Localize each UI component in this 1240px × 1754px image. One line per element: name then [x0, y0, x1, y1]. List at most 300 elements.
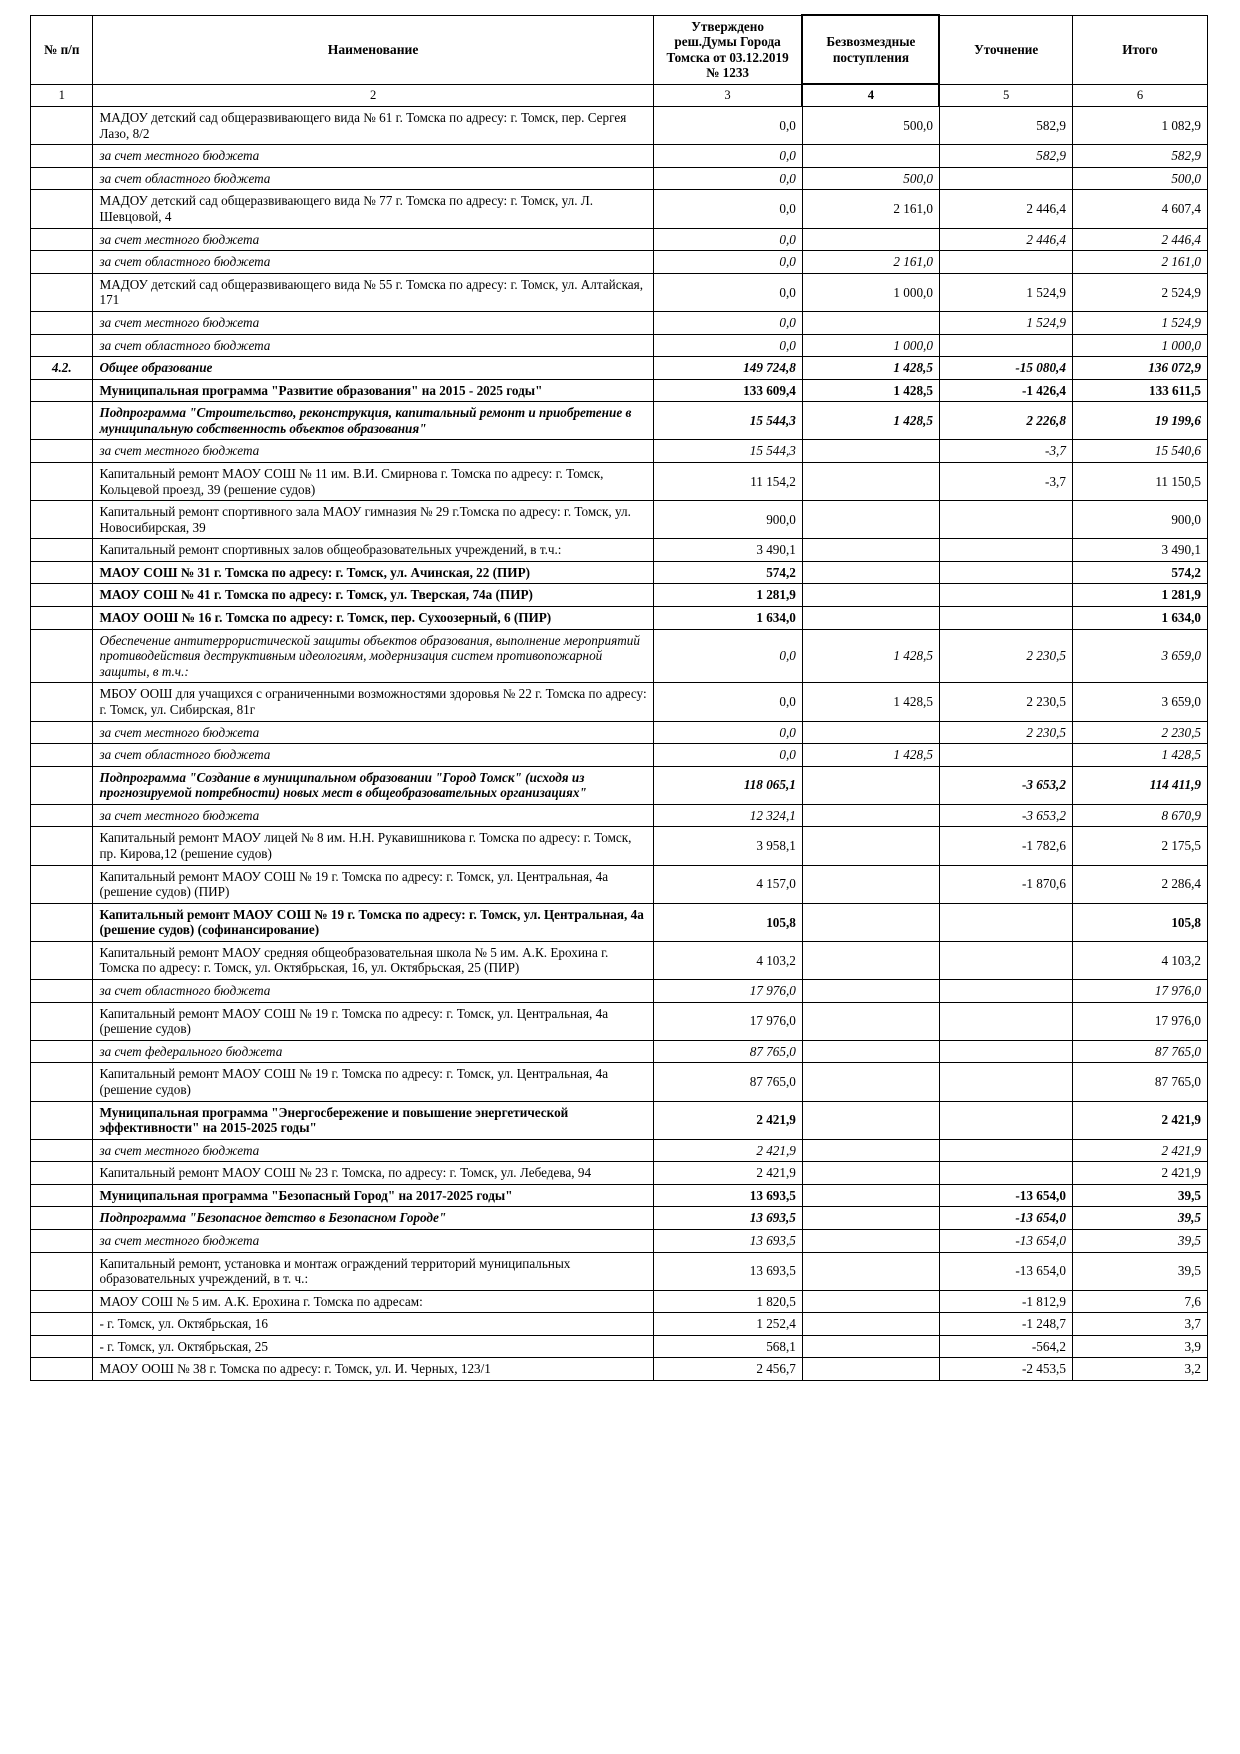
row-index [31, 941, 93, 979]
row-name: за счет местного бюджета [93, 1229, 653, 1252]
row-name: Обеспечение антитеррористической защиты объектов образования, выполнение мероприятий противодействия деструктивным идеологиям, модернизация систем противопожарной защиты, в т.ч.: [93, 629, 653, 683]
row-refinement [939, 744, 1072, 767]
row-index [31, 827, 93, 865]
row-name: Муниципальная программа "Развитие образования" на 2015 - 2025 годы" [93, 379, 653, 402]
header-free-receipts: Безвозмездные поступления [802, 15, 939, 84]
header-row [31, 15, 1208, 84]
row-refinement [939, 561, 1072, 584]
table-row [31, 463, 1208, 501]
row-total: 11 150,5 [1072, 463, 1207, 501]
table-row [31, 683, 1208, 721]
row-refinement [939, 941, 1072, 979]
table-row [31, 402, 1208, 440]
row-name: Капитальный ремонт МАОУ лицей № 8 им. Н.Н. Рукавишникова г. Томска по адресу: г. Томск, пр. Кирова,12 (решение судов) [93, 827, 653, 865]
row-approved: 3 958,1 [653, 827, 802, 865]
row-refinement: 2 446,4 [939, 228, 1072, 251]
colnum-6: 6 [1072, 84, 1207, 106]
row-index [31, 1063, 93, 1101]
row-name: Муниципальная программа "Энергосбережение и повышение энергетической эффективности" на 2015-2025 годы" [93, 1101, 653, 1139]
row-name: МАДОУ детский сад общеразвивающего вида № 55 г. Томска по адресу: г. Томск, ул. Алтайская, 171 [93, 273, 653, 311]
row-approved: 15 544,3 [653, 440, 802, 463]
table-row [31, 804, 1208, 827]
row-index [31, 228, 93, 251]
row-name: Подпрограмма "Создание в муниципальном образовании "Город Томск" (исходя из прогнозируемой потребности) новых мест в общеобразовательных организациях" [93, 766, 653, 804]
table-row [31, 190, 1208, 228]
row-approved: 0,0 [653, 167, 802, 190]
header-approved: Утверждено реш.Думы Города Томска от 03.12.2019 № 1233 [653, 15, 802, 84]
table-row [31, 501, 1208, 539]
row-total: 2 161,0 [1072, 251, 1207, 274]
row-refinement: -564,2 [939, 1335, 1072, 1358]
row-name: Капитальный ремонт МАОУ СОШ № 23 г. Томска, по адресу: г. Томск, ул. Лебедева, 94 [93, 1162, 653, 1185]
table-row [31, 1101, 1208, 1139]
row-free-receipts: 500,0 [802, 167, 939, 190]
row-name: Подпрограмма "Безопасное детство в Безопасном Городе" [93, 1207, 653, 1230]
row-total: 8 670,9 [1072, 804, 1207, 827]
row-index [31, 721, 93, 744]
row-free-receipts: 1 428,5 [802, 629, 939, 683]
row-index [31, 607, 93, 630]
row-total: 2 230,5 [1072, 721, 1207, 744]
row-approved: 118 065,1 [653, 766, 802, 804]
row-approved: 0,0 [653, 251, 802, 274]
row-approved: 3 490,1 [653, 539, 802, 562]
row-name: за счет местного бюджета [93, 228, 653, 251]
row-refinement [939, 1063, 1072, 1101]
row-approved: 1 281,9 [653, 584, 802, 607]
table-row [31, 1313, 1208, 1336]
row-approved: 133 609,4 [653, 379, 802, 402]
row-approved: 1 634,0 [653, 607, 802, 630]
row-total: 15 540,6 [1072, 440, 1207, 463]
row-refinement: -2 453,5 [939, 1358, 1072, 1381]
row-free-receipts [802, 721, 939, 744]
table-row [31, 167, 1208, 190]
row-free-receipts [802, 440, 939, 463]
row-index [31, 501, 93, 539]
row-refinement: 582,9 [939, 145, 1072, 168]
table-row [31, 440, 1208, 463]
row-approved: 2 421,9 [653, 1162, 802, 1185]
row-refinement: -1 248,7 [939, 1313, 1072, 1336]
row-refinement [939, 903, 1072, 941]
row-refinement: -13 654,0 [939, 1229, 1072, 1252]
row-name: за счет областного бюджета [93, 167, 653, 190]
table-row [31, 744, 1208, 767]
row-total: 2 421,9 [1072, 1101, 1207, 1139]
row-index [31, 334, 93, 357]
row-total: 133 611,5 [1072, 379, 1207, 402]
row-name: Капитальный ремонт спортивных залов общеобразовательных учреждений, в т.ч.: [93, 539, 653, 562]
row-index [31, 145, 93, 168]
row-refinement [939, 584, 1072, 607]
table-row [31, 379, 1208, 402]
table-row [31, 1335, 1208, 1358]
row-refinement: -1 870,6 [939, 865, 1072, 903]
row-free-receipts [802, 804, 939, 827]
row-total: 1 524,9 [1072, 311, 1207, 334]
row-approved: 0,0 [653, 744, 802, 767]
table-row [31, 273, 1208, 311]
row-free-receipts [802, 145, 939, 168]
row-name: Общее образование [93, 357, 653, 380]
row-approved: 87 765,0 [653, 1063, 802, 1101]
table-row [31, 1002, 1208, 1040]
row-refinement [939, 1139, 1072, 1162]
row-refinement: 2 446,4 [939, 190, 1072, 228]
colnum-1: 1 [31, 84, 93, 106]
row-index [31, 1184, 93, 1207]
row-name: Капитальный ремонт спортивного зала МАОУ гимназия № 29 г.Томска по адресу: г. Томск, ул. Новосибирская, 39 [93, 501, 653, 539]
row-index: 4.2. [31, 357, 93, 380]
row-name: Капитальный ремонт МАОУ СОШ № 19 г. Томска по адресу: г. Томск, ул. Центральная, 4а (решение судов) (софинансирование) [93, 903, 653, 941]
header-index: № п/п [31, 15, 93, 84]
row-approved: 0,0 [653, 311, 802, 334]
row-approved: 0,0 [653, 107, 802, 145]
row-approved: 0,0 [653, 190, 802, 228]
row-refinement: -1 426,4 [939, 379, 1072, 402]
row-approved: 13 693,5 [653, 1207, 802, 1230]
table-row [31, 980, 1208, 1003]
row-approved: 87 765,0 [653, 1040, 802, 1063]
row-approved: 12 324,1 [653, 804, 802, 827]
row-refinement: 2 230,5 [939, 629, 1072, 683]
row-free-receipts [802, 584, 939, 607]
row-total: 582,9 [1072, 145, 1207, 168]
row-total: 17 976,0 [1072, 980, 1207, 1003]
row-free-receipts [802, 766, 939, 804]
row-total: 2 421,9 [1072, 1162, 1207, 1185]
table-row [31, 1252, 1208, 1290]
row-total: 2 286,4 [1072, 865, 1207, 903]
row-name: МАДОУ детский сад общеразвивающего вида № 61 г. Томска по адресу: г. Томск, пер. Сергея Лазо, 8/2 [93, 107, 653, 145]
table-row [31, 865, 1208, 903]
row-refinement: 2 230,5 [939, 683, 1072, 721]
row-total: 39,5 [1072, 1207, 1207, 1230]
row-index [31, 903, 93, 941]
row-index [31, 167, 93, 190]
row-name: Капитальный ремонт МАОУ СОШ № 19 г. Томска по адресу: г. Томск, ул. Центральная, 4а (решение судов) (ПИР) [93, 865, 653, 903]
row-total: 1 428,5 [1072, 744, 1207, 767]
row-approved: 13 693,5 [653, 1184, 802, 1207]
row-free-receipts [802, 941, 939, 979]
row-total: 3 659,0 [1072, 683, 1207, 721]
row-free-receipts [802, 1063, 939, 1101]
row-free-receipts [802, 1290, 939, 1313]
row-index [31, 463, 93, 501]
row-total: 136 072,9 [1072, 357, 1207, 380]
row-free-receipts [802, 561, 939, 584]
row-index [31, 1040, 93, 1063]
row-index [31, 107, 93, 145]
table-row [31, 607, 1208, 630]
row-free-receipts [802, 1101, 939, 1139]
row-name: МАОУ ООШ № 16 г. Томска по адресу: г. Томск, пер. Сухоозерный, 6 (ПИР) [93, 607, 653, 630]
row-free-receipts [802, 1139, 939, 1162]
row-approved: 2 421,9 [653, 1101, 802, 1139]
row-name: за счет федерального бюджета [93, 1040, 653, 1063]
table-row [31, 941, 1208, 979]
row-index [31, 1358, 93, 1381]
table-row [31, 1184, 1208, 1207]
row-refinement [939, 980, 1072, 1003]
colnum-4: 4 [802, 84, 939, 106]
row-total: 2 446,4 [1072, 228, 1207, 251]
row-approved: 0,0 [653, 273, 802, 311]
row-index [31, 629, 93, 683]
row-name: МАОУ СОШ № 41 г. Томска по адресу: г. Томск, ул. Тверская, 74а (ПИР) [93, 584, 653, 607]
table-row [31, 561, 1208, 584]
row-total: 2 175,5 [1072, 827, 1207, 865]
row-approved: 11 154,2 [653, 463, 802, 501]
row-total: 19 199,6 [1072, 402, 1207, 440]
row-total: 574,2 [1072, 561, 1207, 584]
row-total: 1 281,9 [1072, 584, 1207, 607]
row-free-receipts: 1 000,0 [802, 273, 939, 311]
row-refinement: -15 080,4 [939, 357, 1072, 380]
row-index [31, 584, 93, 607]
row-index [31, 1139, 93, 1162]
row-total: 87 765,0 [1072, 1063, 1207, 1101]
table-header [31, 15, 1208, 107]
table-row [31, 584, 1208, 607]
row-total: 900,0 [1072, 501, 1207, 539]
colnum-3: 3 [653, 84, 802, 106]
row-total: 500,0 [1072, 167, 1207, 190]
row-name: за счет местного бюджета [93, 440, 653, 463]
row-approved: 900,0 [653, 501, 802, 539]
row-index [31, 683, 93, 721]
row-free-receipts [802, 1184, 939, 1207]
table-row [31, 311, 1208, 334]
row-free-receipts [802, 539, 939, 562]
row-free-receipts: 2 161,0 [802, 251, 939, 274]
row-free-receipts: 1 428,5 [802, 402, 939, 440]
table-row [31, 1139, 1208, 1162]
row-approved: 105,8 [653, 903, 802, 941]
row-name: Капитальный ремонт МАОУ СОШ № 19 г. Томска по адресу: г. Томск, ул. Центральная, 4а (решение судов) [93, 1063, 653, 1101]
row-index [31, 311, 93, 334]
row-approved: 0,0 [653, 683, 802, 721]
row-index [31, 1290, 93, 1313]
row-name: за счет местного бюджета [93, 804, 653, 827]
row-approved: 0,0 [653, 334, 802, 357]
row-free-receipts [802, 607, 939, 630]
table-row [31, 357, 1208, 380]
row-refinement: -3,7 [939, 440, 1072, 463]
row-approved: 4 157,0 [653, 865, 802, 903]
row-refinement: -13 654,0 [939, 1207, 1072, 1230]
row-refinement: 582,9 [939, 107, 1072, 145]
row-name: за счет областного бюджета [93, 251, 653, 274]
table-row [31, 629, 1208, 683]
row-total: 4 607,4 [1072, 190, 1207, 228]
row-approved: 13 693,5 [653, 1252, 802, 1290]
row-index [31, 766, 93, 804]
row-approved: 17 976,0 [653, 980, 802, 1003]
row-refinement: -1 782,6 [939, 827, 1072, 865]
row-name: Муниципальная программа "Безопасный Город" на 2017-2025 годы" [93, 1184, 653, 1207]
row-name: за счет областного бюджета [93, 334, 653, 357]
row-index [31, 190, 93, 228]
row-total: 1 082,9 [1072, 107, 1207, 145]
row-free-receipts [802, 1335, 939, 1358]
row-total: 2 524,9 [1072, 273, 1207, 311]
row-total: 1 634,0 [1072, 607, 1207, 630]
column-number-row [31, 84, 1208, 106]
row-index [31, 379, 93, 402]
row-approved: 13 693,5 [653, 1229, 802, 1252]
table-row [31, 251, 1208, 274]
row-name: МАОУ ООШ № 38 г. Томска по адресу: г. Томск, ул. И. Черных, 123/1 [93, 1358, 653, 1381]
row-total: 17 976,0 [1072, 1002, 1207, 1040]
row-free-receipts [802, 1358, 939, 1381]
row-index [31, 1162, 93, 1185]
row-approved: 4 103,2 [653, 941, 802, 979]
row-index [31, 273, 93, 311]
row-total: 3 490,1 [1072, 539, 1207, 562]
row-total: 39,5 [1072, 1229, 1207, 1252]
row-name: Капитальный ремонт МАОУ СОШ № 19 г. Томска по адресу: г. Томск, ул. Центральная, 4а (решение судов) [93, 1002, 653, 1040]
row-refinement [939, 1162, 1072, 1185]
row-name: за счет местного бюджета [93, 721, 653, 744]
row-refinement: 2 230,5 [939, 721, 1072, 744]
row-free-receipts [802, 228, 939, 251]
row-total: 3,9 [1072, 1335, 1207, 1358]
budget-table [30, 14, 1208, 1381]
row-total: 87 765,0 [1072, 1040, 1207, 1063]
row-approved: 1 820,5 [653, 1290, 802, 1313]
row-free-receipts: 500,0 [802, 107, 939, 145]
table-row [31, 1290, 1208, 1313]
row-total: 2 421,9 [1072, 1139, 1207, 1162]
row-total: 3,7 [1072, 1313, 1207, 1336]
row-index [31, 402, 93, 440]
row-refinement [939, 539, 1072, 562]
row-free-receipts [802, 1252, 939, 1290]
row-refinement: 1 524,9 [939, 311, 1072, 334]
row-free-receipts [802, 980, 939, 1003]
row-index [31, 1313, 93, 1336]
row-free-receipts [802, 1229, 939, 1252]
row-refinement: -1 812,9 [939, 1290, 1072, 1313]
row-refinement: -13 654,0 [939, 1252, 1072, 1290]
table-row [31, 1207, 1208, 1230]
row-approved: 1 252,4 [653, 1313, 802, 1336]
row-approved: 2 456,7 [653, 1358, 802, 1381]
row-free-receipts [802, 865, 939, 903]
row-refinement [939, 1040, 1072, 1063]
row-name: Капитальный ремонт МАОУ средняя общеобразовательная школа № 5 им. А.К. Ерохина г. Томска по адресу: г. Томск, ул. Октябрьская, 16, ул. Октябрьская, 25 (ПИР) [93, 941, 653, 979]
row-index [31, 865, 93, 903]
row-free-receipts: 1 000,0 [802, 334, 939, 357]
row-index [31, 804, 93, 827]
row-index [31, 744, 93, 767]
table-row [31, 145, 1208, 168]
table-row [31, 827, 1208, 865]
row-total: 4 103,2 [1072, 941, 1207, 979]
row-index [31, 1207, 93, 1230]
row-free-receipts [802, 1207, 939, 1230]
row-index [31, 980, 93, 1003]
row-free-receipts [802, 1162, 939, 1185]
row-name: МАОУ СОШ № 5 им. А.К. Ерохина г. Томска по адресам: [93, 1290, 653, 1313]
row-refinement [939, 334, 1072, 357]
row-name: Капитальный ремонт МАОУ СОШ № 11 им. В.И. Смирнова г. Томска по адресу: г. Томск, Кольцевой проезд, 39 (решение судов) [93, 463, 653, 501]
row-total: 3,2 [1072, 1358, 1207, 1381]
row-total: 39,5 [1072, 1184, 1207, 1207]
row-free-receipts: 1 428,5 [802, 744, 939, 767]
table-row [31, 1358, 1208, 1381]
header-total: Итого [1072, 15, 1207, 84]
row-free-receipts [802, 1313, 939, 1336]
row-free-receipts: 1 428,5 [802, 357, 939, 380]
table-body [31, 107, 1208, 1381]
row-free-receipts [802, 903, 939, 941]
row-name: за счет областного бюджета [93, 980, 653, 1003]
row-index [31, 561, 93, 584]
row-refinement [939, 167, 1072, 190]
table-row [31, 334, 1208, 357]
row-refinement [939, 607, 1072, 630]
row-total: 39,5 [1072, 1252, 1207, 1290]
row-approved: 149 724,8 [653, 357, 802, 380]
row-total: 7,6 [1072, 1290, 1207, 1313]
row-index [31, 1229, 93, 1252]
row-refinement: -3 653,2 [939, 804, 1072, 827]
row-approved: 17 976,0 [653, 1002, 802, 1040]
row-name: за счет областного бюджета [93, 744, 653, 767]
row-free-receipts [802, 311, 939, 334]
row-name: МБОУ ООШ для учащихся с ограниченными возможностями здоровья № 22 г. Томска по адресу: г. Томск, ул. Сибирская, 81г [93, 683, 653, 721]
row-free-receipts [802, 827, 939, 865]
row-refinement [939, 501, 1072, 539]
row-total: 1 000,0 [1072, 334, 1207, 357]
colnum-5: 5 [939, 84, 1072, 106]
row-index [31, 539, 93, 562]
row-name: МАОУ СОШ № 31 г. Томска по адресу: г. Томск, ул. Ачинская, 22 (ПИР) [93, 561, 653, 584]
row-total: 114 411,9 [1072, 766, 1207, 804]
table-row [31, 107, 1208, 145]
row-refinement: -3 653,2 [939, 766, 1072, 804]
row-free-receipts [802, 463, 939, 501]
row-free-receipts: 1 428,5 [802, 683, 939, 721]
header-refinement: Уточнение [939, 15, 1072, 84]
row-approved: 568,1 [653, 1335, 802, 1358]
row-approved: 0,0 [653, 145, 802, 168]
row-free-receipts: 1 428,5 [802, 379, 939, 402]
row-approved: 0,0 [653, 228, 802, 251]
row-refinement [939, 251, 1072, 274]
row-refinement: -3,7 [939, 463, 1072, 501]
row-refinement: -13 654,0 [939, 1184, 1072, 1207]
row-name: Подпрограмма "Строительство, реконструкция, капитальный ремонт и приобретение в муниципальную собственность объектов образования" [93, 402, 653, 440]
row-refinement [939, 1101, 1072, 1139]
colnum-2: 2 [93, 84, 653, 106]
row-name: Капитальный ремонт, установка и монтаж ограждений территорий муниципальных образовательных учреждений, в т. ч.: [93, 1252, 653, 1290]
row-index [31, 1002, 93, 1040]
row-index [31, 251, 93, 274]
row-index [31, 1252, 93, 1290]
row-approved: 15 544,3 [653, 402, 802, 440]
header-name: Наименование [93, 15, 653, 84]
row-name: за счет местного бюджета [93, 311, 653, 334]
row-total: 105,8 [1072, 903, 1207, 941]
row-name: - г. Томск, ул. Октябрьская, 25 [93, 1335, 653, 1358]
row-approved: 574,2 [653, 561, 802, 584]
table-row [31, 1229, 1208, 1252]
table-row [31, 539, 1208, 562]
